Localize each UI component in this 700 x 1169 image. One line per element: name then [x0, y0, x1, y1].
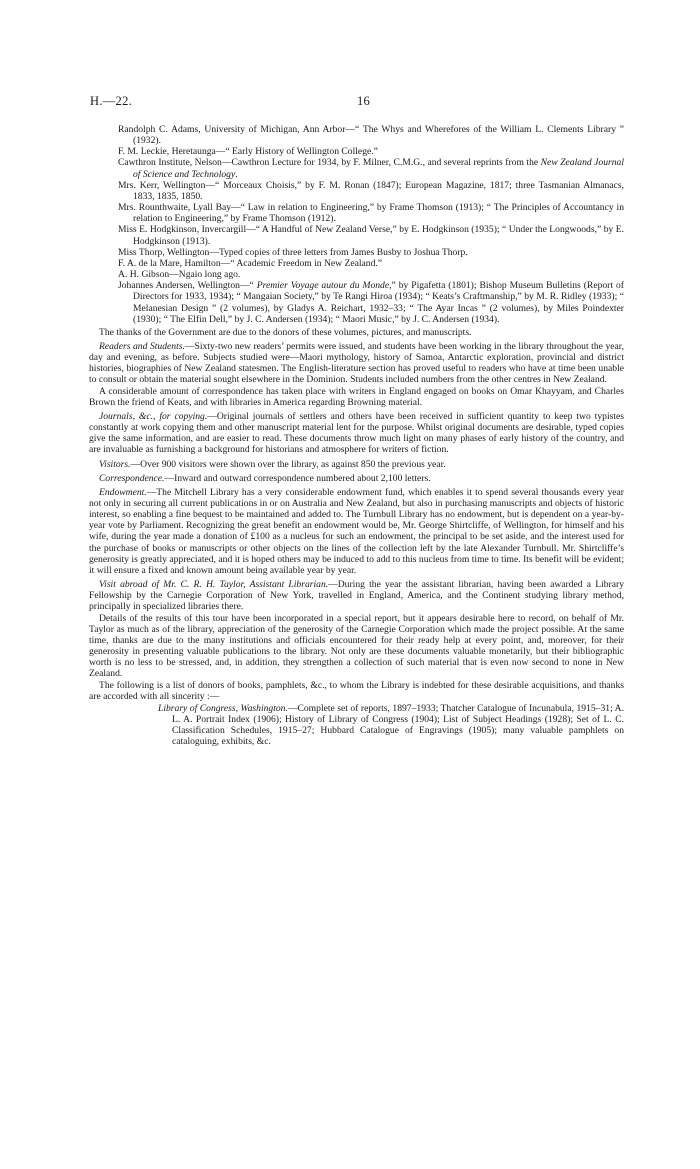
section-visitors: Visitors.—Over 900 visitors were shown over the library, as against 850 the previous year.	[99, 458, 446, 470]
acquisition-entry: Library of Congress, Washington.—Complete set of reports, 1897–1933; Thatcher Catalogue of Incunabula, 1915–31; A. L. A. Portrait Index (1906); History of Library of Congress (1904); List of Subject Headings (1928); Set of L. C. Classification Schedules, 1915–27; Hubbard Catalogue of Engravings (1905); many valuable pamphlets on cataloguing, exhibits, &c.	[158, 702, 625, 748]
donor-entry: F. A. de la Mare, Hamilton—“ Academic Freedom in New Zealand.”	[118, 257, 383, 269]
section-readers-students: Readers and Students.—Sixty-two new readers’ permits were issued, and students have been working in the library throughout the year, day and evening, as before. Subjects studied were—Maori mythology, history of Samoa, Antarctic exploration, provincial and district histories, biographies of New Zealand statesmen. The English-literature section has proved useful to readers who have at time been unable to consult or obtain the material sought elsewhere in the Dominion. Students included numbers from the other centres in New Zealand.	[89, 340, 624, 386]
section-visit-abroad: Visit abroad of Mr. C. R. H. Taylor, Assistant Librarian.—During the year the assistant librarian, having been awarded a Library Fellowship by the Carnegie Corporation of New York, travelled in England, America, and the Continent studying library method, principally in specialized libraries there.	[89, 579, 624, 613]
donor-entry: Mrs. Rounthwaite, Lyall Bay—“ Law in relation to Engineering,” by Frame Thomson (1913); “ The Principles of Accountancy in relation to Engineering,” by Frame Thomson (1912).	[118, 202, 624, 225]
donor-entry: A. H. Gibson—Ngaio long ago.	[118, 269, 241, 281]
section-journals: Journals, &c., for copying.—Original journals of settlers and others have been received in sufficient quantity to keep two typistes constantly at work copying them and other manuscript material lent for the purpose. Whilst original documents are desirable, typed copies give the same information, and are easier to read. These documents throw much light on many phases of early history of the country, and are invaluable as furnishing a background for historians and atmosphere for writers of fiction.	[89, 410, 624, 456]
donor-entry: F. M. Leckie, Heretaunga—“ Early History of Wellington College.”	[118, 146, 378, 158]
main-text	[89, 327, 624, 748]
section-donors-intro: The following is a list of donors of books, pamphlets, &c., to whom the Library is indebted for these desirable acquisitions, and thanks are accorded with all sincerity :—	[89, 679, 624, 702]
section-correspondence-writers: A considerable amount of correspondence has taken place with writers in England engaged on books on Omar Khayyam, and Charles Brown the friend of Keats, and with libraries in America regarding Browning material.	[89, 385, 624, 408]
thanks-paragraph: The thanks of the Government are due to the donors of these volumes, pictures, and manuscripts.	[99, 326, 472, 338]
donor-entry: Miss Thorp, Wellington—Typed copies of three letters from James Busby to Joshua Thorp.	[118, 246, 468, 258]
donor-entry: Randolph C. Adams, University of Michigan, Ann Arbor—“ The Whys and Wherefores of the William L. Clements Library ” (1932).	[118, 124, 624, 147]
donor-entry: Johannes Andersen, Wellington—“ Premier Voyage autour du Monde,” by Pigafetta (1801); Bishop Museum Bulletins (Report of Directors for 1933, 1934); “ Mangaian Society,” by Te Rangi Hiroa (1934); “ Keats’s Craftmanship,” by M. R. Ridley (1933); “ Melanesian Design ” (2 volumes), by Gladys A. Reichart, 1932–33; “ The Ayar Incas ” (2 volumes), by Miles Poindexter (1930); “ The Elfin Dell,” by J. C. Andersen (1934); “ Maori Music,” by J. C. Andersen (1934).	[118, 280, 624, 325]
acquisitions-list	[89, 703, 624, 748]
donor-list	[118, 124, 624, 325]
donor-entry: Mrs. Kerr, Wellington—“ Morceaux Choisis,” by F. M. Ronan (1847); European Magazine, 1817; three Tasmanian Almanacs, 1833, 1835, 1850.	[118, 179, 624, 202]
page-number: 16	[357, 94, 371, 108]
document-body	[89, 124, 625, 748]
section-tour-details: Details of the results of this tour have been incorporated in a special report, but it appears desirable here to record, on behalf of Mr. Taylor as much as of the library, appreciation of the generosity of the Carnegie Corporation which made the project possible. At the same time, thanks are due to the many institutions and officials encountered for their ready help at every point, and, moreover, for their generosity in presenting valuable publications to the library. Not only are these documents valuable monetarily, but their bibliographic worth is no less to be stressed, and, in addition, they strengthen a collection of such material that is even now second to none in New Zealand.	[89, 612, 624, 680]
donor-entry: Miss E. Hodgkinson, Invercargill—“ A Handful of New Zealand Verse,” by E. Hodgkinson (1935); “ Under the Longwoods,” by E. Hodgkinson (1913).	[118, 224, 624, 247]
report-code: H.—22.	[90, 94, 133, 108]
donor-entry: Cawthron Institute, Nelson—Cawthron Lecture for 1934, by F. Milner, C.M.G., and several reprints from the New Zealand Journal of Science and Technology.	[118, 157, 624, 180]
section-correspondence: Correspondence.—Inward and outward correspondence numbered about 2,100 letters.	[99, 472, 431, 484]
section-endowment: Endowment.—The Mitchell Library has a very considerable endowment fund, which enables it to spend several thousands every year not only in securing all current publications in or on Australia and New Zealand, but also in purchasing manuscripts and objects of historic interest, so enabling a fine bequest to be maintained and added to. The Turnbull Library has no endowment, but is dependent on a year-by-year vote by Parliament. Recognizing the great benefit an endowment would be, Mr. George Shirtcliffe, of Wellington, for himself and his wife, during the year made a donation of £100 as a nucleus for such an endowment, the principal to be set aside, and the interest used for the purchase of books or manuscripts or other objects on the lines of the collection left by the late Alexander Turnbull. Mr. Shirtcliffe’s generosity is greatly appreciated, and it is hoped others may be induced to add to this nucleus from time to time. Its benefit will be evident; it will ensure a fixed and known amount being available year by year.	[89, 486, 624, 576]
